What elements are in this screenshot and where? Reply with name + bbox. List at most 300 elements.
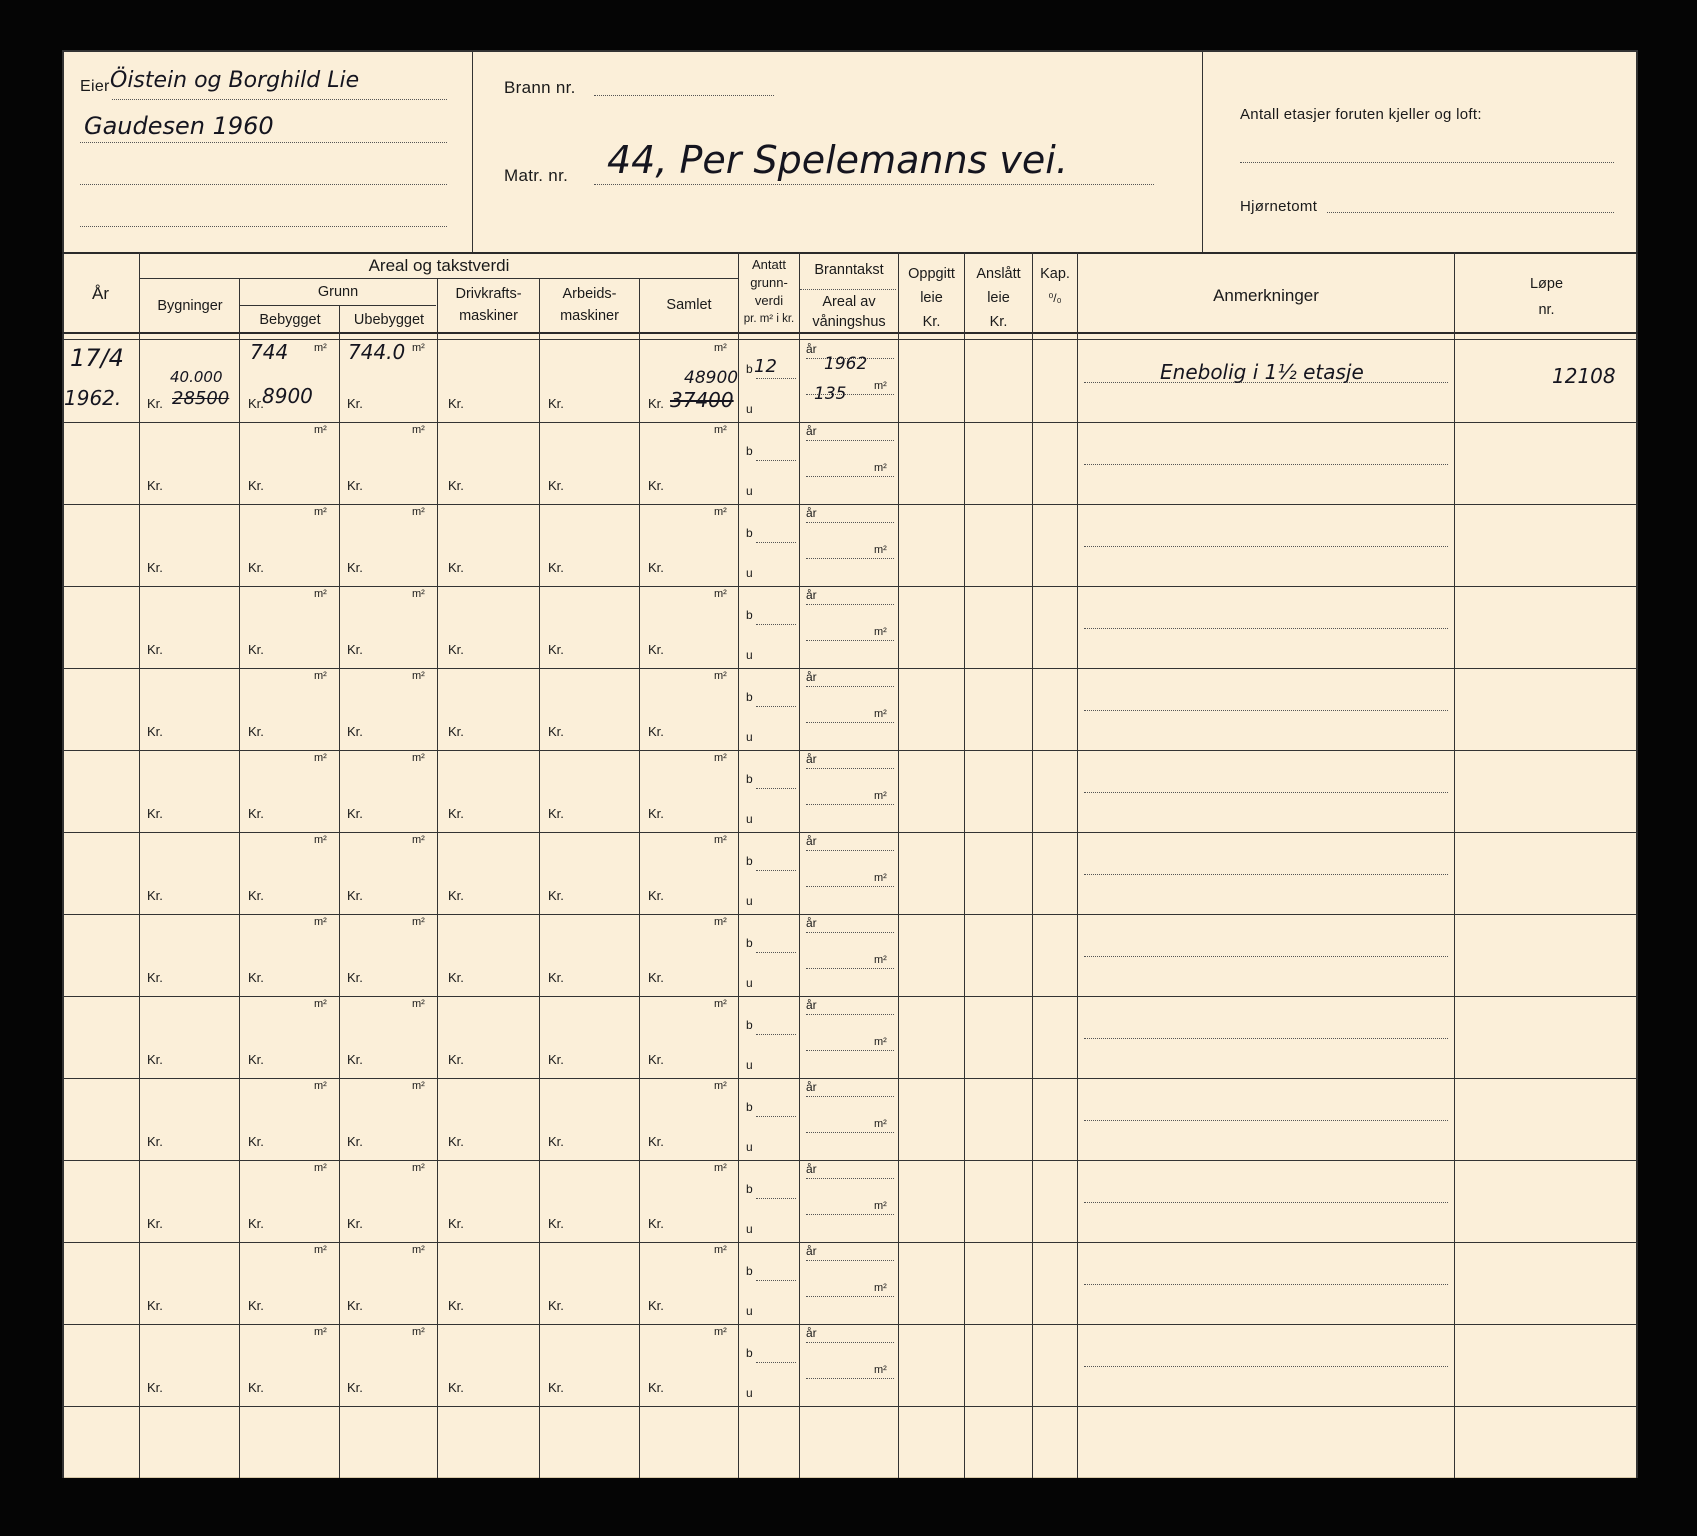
col-line-oppgitt <box>898 252 899 1478</box>
m2-label-vaningshus: m² <box>874 708 887 720</box>
b-label: b <box>746 936 753 950</box>
kr-label-bygninger: Kr. <box>147 1298 163 1313</box>
m2-label-samlet: m² <box>714 670 727 682</box>
kr-label-arbeids: Kr. <box>548 396 564 411</box>
b-label: b <box>746 1346 753 1360</box>
kr-label-bygninger: Kr. <box>147 1052 163 1067</box>
kr-label-arbeids: Kr. <box>548 724 564 739</box>
m2-label-ubebygget: m² <box>412 1162 425 1174</box>
entry-anmerkning: Enebolig i 1½ etasje <box>1160 360 1364 384</box>
u-label: u <box>746 648 753 662</box>
u-label: u <box>746 1140 753 1154</box>
brann-line <box>594 95 774 96</box>
kr-label-ubebygget: Kr. <box>347 806 363 821</box>
entry-lope-nr: 12108 <box>1552 364 1616 388</box>
row-separator <box>62 422 1638 423</box>
col-line-bygninger <box>139 252 140 1478</box>
card-left-border <box>62 50 64 1478</box>
m2-label-ubebygget: m² <box>412 1244 425 1256</box>
m2-label-ubebygget: m² <box>412 506 425 518</box>
col-line-ubebygget <box>339 305 340 1478</box>
areal-line <box>806 558 894 559</box>
kr-label-samlet: Kr. <box>648 560 664 575</box>
header-grunn: Grunn <box>317 284 359 300</box>
eier-line-4 <box>80 226 447 227</box>
kr-label-bygninger: Kr. <box>147 970 163 985</box>
row-separator <box>62 668 1638 669</box>
b-label: b <box>746 1018 753 1032</box>
row-separator <box>62 832 1638 833</box>
kr-label-arbeids: Kr. <box>548 1380 564 1395</box>
entry-bygninger-new: 40.000 <box>170 368 223 386</box>
m2-label-ubebygget: m² <box>412 1326 425 1338</box>
header-vaningshus: våningshus <box>812 314 886 330</box>
ar-label: år <box>806 424 817 438</box>
m2-label-samlet: m² <box>714 998 727 1010</box>
anmerkning-line <box>1084 1038 1448 1039</box>
kr-label-arbeids: Kr. <box>548 806 564 821</box>
kr-label-samlet: Kr. <box>648 806 664 821</box>
kr-label-bebygget: Kr. <box>248 724 264 739</box>
entry-samlet-old: 37400 <box>670 388 734 412</box>
kr-label-bebygget: Kr. <box>248 1380 264 1395</box>
header-kap-2: ⁰/₀ <box>1048 291 1062 305</box>
m2-label-samlet: m² <box>714 1080 727 1092</box>
m2-label-vaningshus: m² <box>874 1364 887 1376</box>
b-line <box>756 378 796 379</box>
entry-antatt-b: 12 <box>754 356 777 377</box>
m2-label-samlet: m² <box>714 1244 727 1256</box>
m2-label-vaningshus: m² <box>874 462 887 474</box>
kr-label-bebygget: Kr. <box>248 478 264 493</box>
m2-label-bebygget: m² <box>314 834 327 846</box>
header-bygninger: Bygninger <box>157 298 223 314</box>
kr-label-drivkraft: Kr. <box>448 806 464 821</box>
kr-label-bebygget: Kr. <box>248 970 264 985</box>
m2-label-bebygget: m² <box>314 916 327 928</box>
col-line-kap <box>1032 252 1033 1478</box>
anmerkning-line <box>1084 1120 1448 1121</box>
header-antatt-3: verdi <box>754 293 784 308</box>
ar-label: år <box>806 506 817 520</box>
entry-bebygget-kr: 8900 <box>262 384 313 408</box>
grunn-underline <box>240 305 436 306</box>
header-anmerkninger: Anmerkninger <box>1213 286 1319 305</box>
b-label: b <box>746 526 753 540</box>
kr-label-drivkraft: Kr. <box>448 1052 464 1067</box>
kr-label-ubebygget: Kr. <box>347 1134 363 1149</box>
kr-label-arbeids: Kr. <box>548 642 564 657</box>
ar-label: år <box>806 834 817 848</box>
kr-label-drivkraft: Kr. <box>448 888 464 903</box>
header-drivkraft-1: Drivkrafts- <box>455 286 522 302</box>
kr-label-bygninger: Kr. <box>147 396 163 411</box>
header-oppgitt-1: Oppgitt <box>908 266 955 282</box>
kr-label-ubebygget: Kr. <box>347 1216 363 1231</box>
entry-samlet-new: 48900 <box>684 368 739 388</box>
ar-label: år <box>806 1080 817 1094</box>
ar-line <box>806 1096 894 1097</box>
m2-label-vaningshus: m² <box>874 544 887 556</box>
kr-label-ubebygget: Kr. <box>347 970 363 985</box>
u-label: u <box>746 976 753 990</box>
ar-line <box>806 604 894 605</box>
eier-label: Eier <box>80 78 110 95</box>
m2-label-bebygget: m² <box>314 588 327 600</box>
header-lope-1: Løpe <box>1529 276 1564 292</box>
col-line-branntakst <box>799 252 800 1478</box>
kr-label-samlet: Kr. <box>648 1380 664 1395</box>
b-label: b <box>746 1264 753 1278</box>
b-line <box>756 952 796 953</box>
kr-label-drivkraft: Kr. <box>448 724 464 739</box>
anmerkning-line <box>1084 874 1448 875</box>
m2-label-vaningshus: m² <box>874 1118 887 1130</box>
kr-label-bygninger: Kr. <box>147 888 163 903</box>
header-drivkraft-2: maskiner <box>459 308 518 324</box>
kr-label-arbeids: Kr. <box>548 1052 564 1067</box>
card-right-border <box>1636 50 1638 1478</box>
col-line-lope <box>1454 252 1455 1478</box>
eier-line-2-text: Gaudesen 1960 <box>84 112 274 140</box>
row-separator <box>62 586 1638 587</box>
ar-line <box>806 440 894 441</box>
matr-value: 44, Per Spelemanns vei. <box>607 138 1068 182</box>
anmerkning-line <box>1084 464 1448 465</box>
b-label: b <box>746 772 753 786</box>
ar-label: år <box>806 916 817 930</box>
areal-line <box>806 968 894 969</box>
m2-label-samlet: m² <box>714 424 727 436</box>
ar-label: år <box>806 342 817 356</box>
kr-label-arbeids: Kr. <box>548 970 564 985</box>
b-line <box>756 624 796 625</box>
m2-label-ubebygget: m² <box>412 1080 425 1092</box>
kr-label-arbeids: Kr. <box>548 478 564 493</box>
m2-label-samlet: m² <box>714 342 727 354</box>
col-line-antatt <box>738 252 739 1478</box>
b-label: b <box>746 854 753 868</box>
kr-label-ubebygget: Kr. <box>347 1380 363 1395</box>
u-label: u <box>746 1058 753 1072</box>
b-line <box>756 1198 796 1199</box>
kr-label-bebygget: Kr. <box>248 1216 264 1231</box>
m2-label-bebygget: m² <box>314 342 327 354</box>
areal-line <box>806 1132 894 1133</box>
areal-line <box>806 722 894 723</box>
entry-date-bottom: 1962. <box>64 386 122 410</box>
eier-name: Öistein og Borghild Lie <box>110 68 360 93</box>
kr-label-drivkraft: Kr. <box>448 1216 464 1231</box>
kr-label-ubebygget: Kr. <box>347 396 363 411</box>
ar-line <box>806 1014 894 1015</box>
anmerkning-line <box>1084 628 1448 629</box>
header-ar: År <box>92 284 109 303</box>
kr-label-bygninger: Kr. <box>147 478 163 493</box>
ar-label: år <box>806 1162 817 1176</box>
m2-label-bebygget: m² <box>314 424 327 436</box>
kr-label-bebygget: Kr. <box>248 1052 264 1067</box>
property-record-card <box>62 50 1638 1478</box>
b-line <box>756 542 796 543</box>
kr-label-samlet: Kr. <box>648 724 664 739</box>
kr-label-drivkraft: Kr. <box>448 1380 464 1395</box>
header-anslatt-2: leie <box>987 290 1010 306</box>
kr-label-samlet: Kr. <box>648 478 664 493</box>
b-label: b <box>746 1100 753 1114</box>
kr-label-ubebygget: Kr. <box>347 888 363 903</box>
ar-line <box>806 522 894 523</box>
entry-areal-vaningshus: 135 <box>814 384 847 404</box>
entry-branntakst-ar: 1962 <box>824 354 868 374</box>
kr-label-bygninger: Kr. <box>147 642 163 657</box>
kr-label-samlet: Kr. <box>648 1134 664 1149</box>
kr-label-samlet: Kr. <box>648 396 664 411</box>
col-line-anslatt <box>964 252 965 1478</box>
areal-line <box>806 804 894 805</box>
m2-label-vaningshus: m² <box>874 1282 887 1294</box>
matr-line <box>594 184 1154 185</box>
brann-label: Brann nr. <box>504 78 576 97</box>
header-antatt-1: Antatt <box>752 257 786 272</box>
u-label: u <box>746 730 753 744</box>
m2-label-vaningshus: m² <box>874 872 887 884</box>
kr-label-drivkraft: Kr. <box>448 1134 464 1149</box>
entry-bygninger-old: 28500 <box>172 388 230 409</box>
header-anslatt-3: Kr. <box>989 314 1008 330</box>
entry-date-top: 17/4 <box>70 344 124 372</box>
col-line-arbeids <box>539 278 540 1478</box>
u-label: u <box>746 894 753 908</box>
m2-label-bebygget: m² <box>314 1244 327 1256</box>
m2-label-samlet: m² <box>714 752 727 764</box>
ar-label: år <box>806 1326 817 1340</box>
kr-label-bygninger: Kr. <box>147 1380 163 1395</box>
m2-label-bebygget: m² <box>314 506 327 518</box>
m2-label-bebygget: m² <box>314 670 327 682</box>
b-line <box>756 1362 796 1363</box>
b-label: b <box>746 690 753 704</box>
header-ubebygget: Ubebygget <box>353 312 425 328</box>
b-line <box>756 870 796 871</box>
row-separator <box>62 1324 1638 1325</box>
m2-label-ubebygget: m² <box>412 998 425 1010</box>
kr-label-arbeids: Kr. <box>548 1134 564 1149</box>
hjornetomt-label: Hjørnetomt <box>1240 198 1318 215</box>
b-line <box>756 460 796 461</box>
b-line <box>756 1034 796 1035</box>
u-label: u <box>746 402 753 416</box>
anmerkning-line <box>1084 956 1448 957</box>
ar-line <box>806 850 894 851</box>
row-separator <box>62 1242 1638 1243</box>
m2-label-samlet: m² <box>714 1162 727 1174</box>
areal-line <box>806 1214 894 1215</box>
eier-line-2 <box>80 142 447 143</box>
etasjer-line <box>1240 162 1614 163</box>
areal-underline <box>140 278 738 279</box>
header-lope-2: nr. <box>1538 302 1555 318</box>
kr-label-drivkraft: Kr. <box>448 970 464 985</box>
m2-label-samlet: m² <box>714 588 727 600</box>
areal-line <box>806 1378 894 1379</box>
b-label: b <box>746 608 753 622</box>
kr-label-drivkraft: Kr. <box>448 478 464 493</box>
kr-label-ubebygget: Kr. <box>347 642 363 657</box>
m2-label-ubebygget: m² <box>412 752 425 764</box>
areal-line <box>806 1296 894 1297</box>
kr-label-bygninger: Kr. <box>147 1216 163 1231</box>
row-separator <box>62 996 1638 997</box>
kr-label-samlet: Kr. <box>648 1298 664 1313</box>
ar-line <box>806 1342 894 1343</box>
kr-label-samlet: Kr. <box>648 1216 664 1231</box>
kr-label-arbeids: Kr. <box>548 1216 564 1231</box>
header-bebygget: Bebygget <box>259 312 321 328</box>
header-branntakst: Branntakst <box>814 262 884 278</box>
kr-label-drivkraft: Kr. <box>448 560 464 575</box>
entry-ubebygget-m2: 744.0 <box>348 340 406 364</box>
areal-line <box>806 476 894 477</box>
m2-label-vaningshus: m² <box>874 790 887 802</box>
kr-label-bygninger: Kr. <box>147 724 163 739</box>
kr-label-drivkraft: Kr. <box>448 1298 464 1313</box>
m2-label-bebygget: m² <box>314 1326 327 1338</box>
kr-label-drivkraft: Kr. <box>448 396 464 411</box>
kr-label-samlet: Kr. <box>648 642 664 657</box>
kr-label-bebygget: Kr. <box>248 1298 264 1313</box>
kr-label-arbeids: Kr. <box>548 560 564 575</box>
m2-label-ubebygget: m² <box>412 342 425 354</box>
m2-label-ubebygget: m² <box>412 424 425 436</box>
m2-label-bebygget: m² <box>314 752 327 764</box>
areal-line <box>806 1050 894 1051</box>
m2-label-vaningshus: m² <box>874 954 887 966</box>
col-line-anmerkninger <box>1077 252 1078 1478</box>
row-separator <box>62 750 1638 751</box>
header-oppgitt-3: Kr. <box>922 314 941 330</box>
m2-label-vaningshus: m² <box>874 380 887 392</box>
u-label: u <box>746 1222 753 1236</box>
b-label: b <box>746 362 753 376</box>
kr-label-bebygget: Kr. <box>248 560 264 575</box>
kr-label-samlet: Kr. <box>648 970 664 985</box>
m2-label-samlet: m² <box>714 506 727 518</box>
row-separator <box>62 914 1638 915</box>
ar-line <box>806 1260 894 1261</box>
kr-label-bebygget: Kr. <box>248 396 264 411</box>
ar-label: år <box>806 588 817 602</box>
eier-line-3 <box>80 184 447 185</box>
kr-label-samlet: Kr. <box>648 1052 664 1067</box>
header-kap-1: Kap. <box>1040 266 1070 282</box>
kr-label-ubebygget: Kr. <box>347 1298 363 1313</box>
header-antatt-2: grunn- <box>750 275 788 290</box>
ar-line <box>806 932 894 933</box>
kr-label-bygninger: Kr. <box>147 806 163 821</box>
kr-label-ubebygget: Kr. <box>347 1052 363 1067</box>
u-label: u <box>746 812 753 826</box>
kr-label-ubebygget: Kr. <box>347 724 363 739</box>
col-line-bebygget <box>239 278 240 1478</box>
areal-line <box>806 886 894 887</box>
row-separator <box>62 504 1638 505</box>
anmerkning-line <box>1084 1202 1448 1203</box>
col-line-samlet <box>639 278 640 1478</box>
m2-label-vaningshus: m² <box>874 1200 887 1212</box>
b-label: b <box>746 444 753 458</box>
anmerkning-line <box>1084 710 1448 711</box>
m2-label-ubebygget: m² <box>412 670 425 682</box>
u-label: u <box>746 484 753 498</box>
b-line <box>756 788 796 789</box>
ar-label: år <box>806 670 817 684</box>
b-line <box>756 1280 796 1281</box>
kr-label-arbeids: Kr. <box>548 888 564 903</box>
ar-line <box>806 768 894 769</box>
header-samlet: Samlet <box>666 297 712 313</box>
top-divider-2 <box>1202 50 1203 252</box>
row-separator <box>62 1160 1638 1161</box>
etasjer-label: Antall etasjer foruten kjeller og loft: <box>1240 106 1482 123</box>
ar-line <box>806 1178 894 1179</box>
m2-label-ubebygget: m² <box>412 916 425 928</box>
areal-line <box>806 640 894 641</box>
row-separator <box>62 1078 1638 1079</box>
m2-label-samlet: m² <box>714 834 727 846</box>
m2-label-vaningshus: m² <box>874 626 887 638</box>
kr-label-bebygget: Kr. <box>248 1134 264 1149</box>
m2-label-samlet: m² <box>714 1326 727 1338</box>
b-label: b <box>746 1182 753 1196</box>
m2-label-bebygget: m² <box>314 1162 327 1174</box>
anmerkning-line <box>1084 1284 1448 1285</box>
m2-label-bebygget: m² <box>314 1080 327 1092</box>
header-areal: Areal og takstverdi <box>368 256 510 275</box>
header-antatt-4: pr. m² i kr. <box>743 313 795 325</box>
kr-label-ubebygget: Kr. <box>347 560 363 575</box>
header-areal-av: Areal av <box>822 294 876 310</box>
m2-label-vaningshus: m² <box>874 1036 887 1048</box>
ar-label: år <box>806 752 817 766</box>
m2-label-ubebygget: m² <box>412 834 425 846</box>
kr-label-ubebygget: Kr. <box>347 478 363 493</box>
kr-label-drivkraft: Kr. <box>448 642 464 657</box>
kr-label-bebygget: Kr. <box>248 642 264 657</box>
m2-label-bebygget: m² <box>314 998 327 1010</box>
anmerkning-line <box>1084 546 1448 547</box>
anmerkning-line <box>1084 1366 1448 1367</box>
header-bottom-line-2 <box>62 339 1638 340</box>
col-line-drivkraft <box>437 278 438 1478</box>
top-divider-1 <box>472 50 473 252</box>
row-separator <box>62 1406 1638 1407</box>
kr-label-bygninger: Kr. <box>147 1134 163 1149</box>
hjornetomt-line <box>1327 212 1614 213</box>
u-label: u <box>746 566 753 580</box>
m2-label-ubebygget: m² <box>412 588 425 600</box>
matr-label: Matr. nr. <box>504 166 569 185</box>
ar-label: år <box>806 1244 817 1258</box>
header-arbeids-2: maskiner <box>560 308 619 324</box>
header-arbeids-1: Arbeids- <box>562 286 617 302</box>
header-oppgitt-2: leie <box>920 290 943 306</box>
ar-line <box>806 686 894 687</box>
b-line <box>756 1116 796 1117</box>
card-top-border <box>62 50 1638 52</box>
kr-label-bebygget: Kr. <box>248 888 264 903</box>
u-label: u <box>746 1386 753 1400</box>
